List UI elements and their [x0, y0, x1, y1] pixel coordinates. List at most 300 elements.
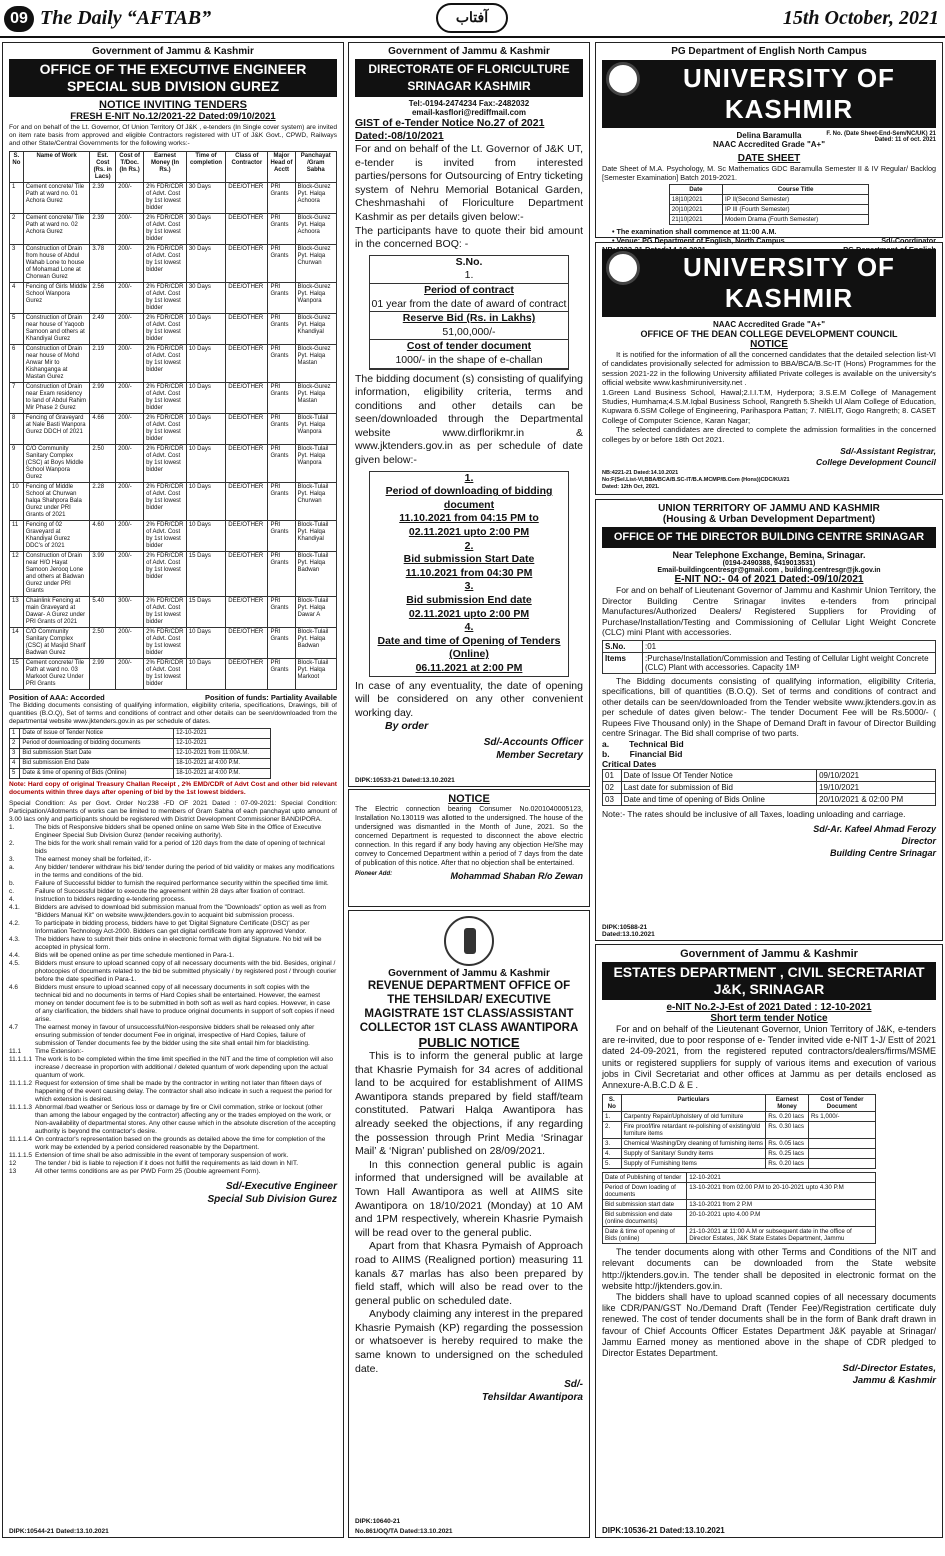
college-list: 1.Green Land Business School, Hawal;2.I.I.T.M, Hyderpora; 3.S.E.M College of Management Studies, Humhama;4.S.M.Iqbal Business School, Rangreth 5.Sheikh Ul Alam College of Education, Kupwara 6.SSM College of Engineering, Parihaspora Pattan; 7. NIELIT, Gogo Rangreth; 8. CASET College of Computer Science, Karan Nagar; [602, 387, 936, 425]
table-cell: Rs 1,000/- [808, 1112, 875, 1122]
table-cell: 3.99 [90, 551, 116, 596]
bidding-text: The Bidding documents consisting of qualifying information, eligibility criteria, specifications, Drawings, bill of quantities (B.O.Q), Set of terms and conditions of contract and other details can be seen/downloaded from the departmental website www.jktenders.gov.in as per schedule of dates. [9, 701, 337, 726]
items-label: Items [603, 652, 643, 673]
list-text: Bidders must ensure to upload scanned copy of all necessary documents with the bid. Besides, original / photocopies of documents related to the bid be submitted physically / by registered post / through courier before the date specified in Para-1. [35, 960, 337, 984]
date-line: 2. [464, 539, 474, 552]
table-cell: 2% FDR/CDR of Advt. Cost by 1st lowest bidder [144, 313, 187, 344]
table-cell: 2% FDR/CDR of Advt. Cost by 1st lowest bidder [144, 482, 187, 520]
schedule-table [9, 728, 271, 779]
list-text: Time Extension:- [35, 1048, 84, 1056]
table-cell: Carpentry Repair/Upholstery of old furniture [621, 1112, 766, 1122]
para-1: It is notified for the information of all the concerned candidates that the detailed selection list-VI of candidates provisionally selected for admission to BBA/BCA/B.Sc-IT (Hons) Programmes for the session 2021-22 in the following University affiliated Private colleges is available on the university's official website www.kashmiruniversity.net . [602, 350, 936, 388]
bidding-text: The bidding document (s) consisting of qualifying information, eligibility criteria, terms and conditions and other details can be seen/downloaded through the Departmental website www.dirflorikmr.in & www.jktenders.gov.in as per schedule of date given below:- [355, 372, 583, 467]
table-cell: Rs. 0.25 lacs [766, 1149, 809, 1159]
table-cell: 10 [10, 482, 24, 520]
date-line: 02.11.2021 upto 2:00 PM [408, 526, 530, 539]
notice-heading: PUBLIC NOTICE [418, 1035, 520, 1050]
table-row [603, 1173, 876, 1183]
table-cell: Period of downloading of bidding documents [20, 739, 174, 749]
table-cell: 5 [10, 769, 20, 779]
list-text: The tender / bid is liable to rejection if it does not fulfill the requirements as laid down in NIT. [35, 1160, 299, 1168]
table-row [603, 1210, 876, 1227]
table-cell: 4. [603, 1149, 622, 1159]
dipk-number: DIPK:10536-21 Dated:13.10.2021 [602, 1526, 725, 1535]
table-cell: 20-10-2021 upto 4.00 P.M [687, 1210, 876, 1227]
special-condition: Special Condition: As per Govt. Order No:238 -FD OF 2021 Dated : 07-09-2021: Special Condition: Participation/Allotments of works can be limited to members of Gram Sabha of each panchayat upto amount of 3.00 lacs only and participants should be registered with District Development Commissioner BANDIPORA. [9, 799, 337, 824]
table-cell: 30 Days [186, 282, 225, 313]
conditions-list [9, 824, 337, 1176]
table-row [603, 781, 936, 793]
table-header: Earnest Money [766, 1095, 809, 1112]
table-row [10, 344, 337, 382]
table-cell: 2.99 [90, 658, 116, 689]
para-3: The bidders shall have to upload scanned copies of all necessary documents like CDR/PAN/GST No./Demand Draft (Tender Fee)/Registration certificate duly renewed. The cost of tender documents shall be in the form of Bank draft drawn in favour of Chief Accounts Officer Estates Department J&K payable at Srinagar/ Jammu Earned money as mentioned above in the shape of CDR pledged to Director Estates Department. [602, 1292, 936, 1359]
signatory-title: Sd/-Accounts Officer [483, 737, 583, 749]
table-cell: 200/- [116, 413, 144, 444]
aaa-position: Position of AAA: Accorded [9, 692, 105, 702]
list-number: 1. [9, 824, 15, 832]
dipk-number: DIPK:10544-21 Dated:13.10.2021 [9, 1528, 109, 1535]
table-cell: 15 Days [186, 551, 225, 596]
para-2: The Bidding documents consisting of qualifying information, eligibility Criteria, specifications, bill of quantities (B.O.Q). Set of terms and conditions of contract and other details can be seen/downloaded from the Tender website www.jktenders.gov.in as per schedule of dates given below:- The tender Document Fee will be Rs.5000/- ( Rupees Five Thousand only) in the Shape of Demand Draft in favour of Director Building centre Srinagar. The Bid shall comprise of two parts. [602, 675, 936, 738]
list-number: 4.6 [9, 984, 19, 992]
boq-line: 51,00,000/- [370, 326, 568, 341]
schedule-table [602, 1172, 876, 1244]
order-number: No.861/OQ/TA Dated:13.10.2021 [355, 1528, 453, 1535]
table-row [10, 658, 337, 689]
table-cell: PRI Grants [268, 344, 295, 382]
para-1: For and on behalf of the Lieutenant Governor, Union Territory of J&K, e-tenders are re-invited, due to poor response of e- Tender invited vide e-NIT 1-J/ Estt of 2021 dated 24-09-2021, from the registered reputed contractors/dealers/firms/MSME units or registered suppliers for supply of various items and execution of various jobs in Civil Secretariat and other offices at Jammu as per details enclosed as Annexure-A.B.C.D & E . [602, 1024, 936, 1091]
financial-bid: Financial Bid [629, 748, 683, 759]
table-cell: Modern Drama (Fourth Semester) [723, 215, 869, 225]
short-term-heading: Short term tender Notice [710, 1013, 828, 1024]
table-header: Cost of T/Doc. (In Rs.) [116, 151, 144, 182]
list-number: 4.5. [9, 960, 20, 968]
table-cell: 4 [10, 759, 20, 769]
table-cell: Bid submission start date [603, 1200, 687, 1210]
table-cell: PRI Grants [268, 244, 295, 282]
table-cell: Block-Tulail Pyt. Halqa Dawar A [295, 596, 336, 627]
date-line: 1. [464, 471, 474, 484]
list-item [9, 1104, 337, 1136]
list-item [9, 920, 337, 936]
address: Near Telephone Exchange, Bemina, Srinagar. [672, 550, 866, 560]
list-number: 11.1.1.3 [9, 1104, 33, 1112]
table-cell: Block-Gurez Pyt. Halqa Khandiyal [295, 313, 336, 344]
table-cell: 2% FDR/CDR of Advt. Cost by 1st lowest bidder [144, 282, 187, 313]
table-cell: Construction of Drain near Exam residency to land of Abdul Rahim Mir Phase 2 Gurez [23, 382, 90, 413]
department: PG Department of English North Campus [671, 46, 867, 57]
table-row [10, 551, 337, 596]
table-cell: 12 [10, 551, 24, 596]
list-item [9, 824, 337, 840]
signatory [9, 1180, 337, 1206]
boq-line: Period of contract [424, 283, 514, 296]
table-cell: 4 [10, 282, 24, 313]
list-number: 4.7 [9, 1024, 19, 1032]
table-cell: 10 Days [186, 382, 225, 413]
table-cell: DEE/OTHER [226, 627, 268, 658]
office-title: OFFICE OF THE EXECUTIVE ENGINEER SPECIAL SUB DIVISION GUREZ [9, 59, 337, 97]
table-cell: 200/- [116, 444, 144, 482]
table-header: Name of Work [23, 151, 90, 182]
works-table [9, 151, 337, 690]
list-number: 3. [9, 856, 15, 864]
table-cell: 30 Days [186, 213, 225, 244]
table-cell: Fencing of 02 Graveyard at Khandiyal Gurez DDC's of 2021 [23, 520, 90, 551]
signatory-title: Sd/-Ar. Kafeel Ahmad Ferozy [813, 824, 936, 834]
table-cell: 01 [603, 769, 622, 781]
table-cell [808, 1139, 875, 1149]
table-cell: DEE/OTHER [226, 413, 268, 444]
nb-number: NB:4221-21 Dated:14.10.2021 [602, 470, 679, 476]
table-cell: 200/- [116, 282, 144, 313]
table-cell: 19/10/2021 [817, 781, 936, 793]
table-cell: DEE/OTHER [226, 444, 268, 482]
eventuality-text: In case of any eventuality, the date of opening will be considered on any other convenient working day. [355, 679, 583, 719]
boq-line: 1000/- in the shape of e-challan [370, 354, 568, 369]
signatory-office: Special Sub Division Gurez [207, 1194, 337, 1206]
list-item [9, 1048, 337, 1056]
para-1: This is to inform the general public at large that Khasrie Pymaish for 34 acres of additional land to be acquired for establishment of AIIMS Awantipora stands prepared by field staff/team constituted. Patwari Halqa Awantipora has already seeked the objections, if any regarding the possession through Print Media ‘Srinagar Mail’ & ‘Nigran’ published on 28/09/2021. [355, 1050, 583, 1158]
list-text: The bidders have to submit their bids online in electronic format with digital Signature. No bid will be accepted in physical form. [35, 936, 322, 952]
list-item [9, 936, 337, 952]
date-line: 3. [464, 580, 474, 593]
dipk-number: DIPK:10640-21 [355, 1518, 401, 1525]
list-text: Failure of Successful bidder to execute the agreement within 28 days after fixation of contract. [35, 888, 305, 896]
list-item [9, 1136, 337, 1152]
table-cell: 1. [603, 1112, 622, 1122]
signatory [355, 736, 583, 762]
table-cell: 2% FDR/CDR of Advt. Cost by 1st lowest bidder [144, 627, 187, 658]
table-cell: C/O Community Sanitary Complex (CSC) at Boys Middle School Wanpora Gurez [23, 444, 90, 482]
signatory-office: Building Centre Srinagar [829, 848, 936, 858]
table-cell: 10 Days [186, 444, 225, 482]
table-cell: PRI Grants [268, 596, 295, 627]
table-cell: 02 [603, 781, 622, 793]
nit-number: E-NIT NO:- 04 of 2021 Dated:-09/10/2021 [674, 574, 864, 585]
table-cell: 10 Days [186, 627, 225, 658]
tender-ad-gurez [2, 42, 344, 1538]
table-row [603, 1139, 876, 1149]
list-text: The bids of Responsive bidders shall be opened online on same Web Site in the Office of Executive Engineer Special Sub Division Gurez (tender receiving authority). [35, 824, 322, 840]
table-row [603, 769, 936, 781]
table-cell: 20/10/2021 & 02:00 PM [817, 793, 936, 805]
list-text: Instruction to bidders regarding e-tendering process. [35, 896, 186, 904]
tender-ad-floriculture [348, 42, 590, 787]
table-cell [808, 1149, 875, 1159]
table-cell: Block-Gurez Pyt. Halqa Wanpora [295, 282, 336, 313]
table-cell: Fencing of Graveyard at Nale Basti Wanpora Gurez DDCH of 2021 [23, 413, 90, 444]
table-row [10, 739, 271, 749]
table-row [603, 1149, 876, 1159]
table-cell: Date of Publishing of tender [603, 1173, 687, 1183]
table-cell: 2% FDR/CDR of Advt. Cost by 1st lowest bidder [144, 344, 187, 382]
table-header: Panchayat /Gram Sabha [295, 151, 336, 182]
signatory [355, 1378, 583, 1404]
table-header: Time of completion [186, 151, 225, 182]
list-item [9, 856, 337, 864]
table-cell: PRI Grants [268, 382, 295, 413]
table-cell: Block-Tulail Pyt. Halqa Markoot [295, 658, 336, 689]
list-number: 2. [9, 840, 15, 848]
table-cell: 13-10-2021 from 2 P.M [687, 1200, 876, 1210]
table-header: Date [669, 185, 722, 195]
by-order: By order [385, 720, 429, 733]
table-cell: 1 [10, 729, 20, 739]
table-cell: 4.66 [90, 413, 116, 444]
notice-name: Mohammad Shaban R/o Zewan [450, 871, 583, 881]
table-cell: Supply of Sanitary/ Sundry items [621, 1149, 766, 1159]
list-text: Request for extension of time shall be made by the contractor in writing not later than fifteen days of happening of the event causing delay. The contractor shall also indicate in such a request the period for which extension is desired. [35, 1080, 333, 1104]
table-cell: Block-Tulail Pyt. Halqa Churwan [295, 482, 336, 520]
table-cell: 2% FDR/CDR of Advt. Cost by 1st lowest bidder [144, 551, 187, 596]
signatory-office: Member Secretary [496, 750, 583, 762]
university-name: UNIVERSITY OF KASHMIR [683, 63, 895, 124]
table-cell: 20|10|2021 [669, 205, 722, 215]
newspaper-name: The Daily “AFTAB” [40, 7, 212, 29]
table-cell: 10 Days [186, 520, 225, 551]
table-cell: 2% FDR/CDR of Advt. Cost by 1st lowest bidder [144, 182, 187, 213]
table-cell: PRI Grants [268, 213, 295, 244]
table-cell: DEE/OTHER [226, 313, 268, 344]
table-cell: PRI Grants [268, 444, 295, 482]
list-number: 4.3. [9, 936, 20, 944]
date-line: Period of downloading of bidding document [385, 485, 553, 511]
university-name: UNIVERSITY OF KASHMIR [683, 252, 895, 313]
date-line: Date and time of Opening of Tenders (Online) [377, 634, 561, 661]
table-cell: PRI Grants [268, 627, 295, 658]
signatory-title: Sd/- [564, 1379, 583, 1391]
office-title: OFFICE OF THE DEAN COLLEGE DEVELOPMENT COUNCIL [640, 329, 898, 339]
file-number: No:F(Sel.List-VI,BBA/BCA/B.SC-IT/B.A.MCMP/B.Com (Hons))CDC/KU/21 [602, 477, 790, 483]
table-row [10, 382, 337, 413]
table-cell: 2.50 [90, 444, 116, 482]
department: (Housing & Urban Development Department) [662, 514, 876, 525]
list-text: Abnormal /bad weather or Serious loss or damage by fire or Civil commation, strike or lockout (other than among the labour engaged by the contractor) affecting any or the trades employed on the work, or Non-availability of departmental stores. Any other cause which in the absolute discretion of the accepting authority is beyond the contractor's desire. [35, 1104, 336, 1136]
items-value: :Purchase/Installation/Commission and Testing of Cellular Light weight Concrete (CLC) Plant with accessories. Capacity 1M³ [643, 652, 936, 673]
table-cell: 18-10-2021 at 4:00 P.M. [174, 769, 271, 779]
table-cell: PRI Grants [268, 413, 295, 444]
ut-line: UNION TERRITORY OF JAMMU AND KASHMIR [658, 503, 880, 514]
dipk-number: DIPK:10588-21 Dated:13.10.2021 [602, 924, 655, 938]
boq-line: 1. [370, 269, 568, 284]
list-number: 11.1.1.4 [9, 1136, 33, 1144]
table-header: Cost of Tender Document [808, 1095, 875, 1112]
list-text: The bids for the work shall remain valid for a period of 120 days from the date of opening of technical bids [35, 840, 325, 856]
table-cell: PRI Grants [268, 182, 295, 213]
email: email-kasflori@rediffmail.com [411, 108, 527, 117]
boq-line: Cost of tender document [406, 340, 532, 353]
table-row [10, 413, 337, 444]
list-text: All other terms conditions are as per PWD Form 25 (Double agreement Form). [35, 1168, 261, 1176]
list-number: 11.1 [9, 1048, 22, 1056]
table-cell: Cement concrete/ Tile Path at ward no. 03 Markoot Gurez Under PRI Grants [23, 658, 90, 689]
table-row [603, 1112, 876, 1122]
table-cell: Block-Tulail Pyt. Halqa Khandiyal [295, 520, 336, 551]
notice-heading: NOTICE INVITING TENDERS [99, 99, 247, 111]
table-row [10, 482, 337, 520]
signatory-title: Sd/-Executive Engineer [225, 1181, 337, 1193]
notice-heading: NOTICE [750, 339, 788, 350]
table-cell: Construction of Drain near house of Mohd Anwar Mir to Kishanganga at Mastan Gurez [23, 344, 90, 382]
signatory [602, 446, 936, 468]
notice-text: The Electric connection bearing Consumer No.0201040005123, Installation No.130119 was allotted to the undersigned. The house of the undersigned was dismantled in the Month of June, 2021. So the concerned Department is requested to disconnect the above electric connection. In this regard if any body having any objection He/She may convey to Concerned Department within a period of 7 days from the date of publication of this notice. After that no objection shall be entertained. [355, 806, 583, 867]
list-item [9, 1024, 337, 1048]
list-text: Bids will be opened online as per time schedule mentioned in Para-1. [35, 952, 235, 960]
naac-grade: NAAC Accredited Grade "A+" [713, 320, 825, 329]
table-cell: IP II(Second Semester) [723, 195, 869, 205]
university-title [602, 249, 936, 317]
table-cell: 2% FDR/CDR of Advt. Cost by 1st lowest bidder [144, 244, 187, 282]
list-item [9, 896, 337, 904]
list-number: 4.2. [9, 920, 20, 928]
intro-text: For and on behalf of the Lt. Governor of J&K UT, e-tender is invited from interested parties/persons for Outsourcing of Entry ticketing system of Nehru Memorial Botanical Garden, Cheshmashahi of Floriculture Department Kashmir as per details given below:- [355, 143, 583, 223]
gov-line: Government of Jammu & Kashmir [680, 948, 858, 960]
date-line: Bid submission Start Date [403, 553, 535, 566]
list-number: 4. [9, 896, 15, 904]
email: Email-buildingcentresgr@gmail.com , building.centresgr@jk.gov.in [657, 567, 881, 574]
table-cell: Construction of Drain from house of Abdul Wahab Lone to house of Mohamad Lone at Chorwan Gurez [23, 244, 90, 282]
public-notice-awantipora [348, 910, 590, 1538]
list-item [9, 984, 337, 1024]
table-cell: IP III (Fourth Semester) [723, 205, 869, 215]
phone: (0194-2490388, 9419013531) [722, 560, 816, 567]
venue: • Venue: PG Department of English, North Campus [612, 236, 785, 245]
table-cell: Last date for submission of Bid [621, 781, 817, 793]
list-text: Any bidder/ tenderer withdraw his bid/ tender during the period of bid validity or makes any modifications in the terms and conditions of the bid. [35, 864, 335, 880]
table-row [603, 1227, 876, 1244]
table-cell: 2 [10, 213, 24, 244]
table-cell: 200/- [116, 313, 144, 344]
table-cell: 2.49 [90, 313, 116, 344]
items-table [602, 1094, 876, 1169]
table-cell: 03 [603, 793, 622, 805]
table-cell: PRI Grants [268, 658, 295, 689]
table-cell: Block-Tulail Pyt. Halqa Wanpora [295, 444, 336, 482]
table-cell: Date of Issue Of Tender Notice [621, 769, 817, 781]
signatory-title: Sd/-Director Estates, [842, 1363, 936, 1375]
table-cell: 10 Days [186, 482, 225, 520]
para-3: The selected candidates are directed to complete the admission formalities in the concerned colleges by or before 18th Oct 2021. [602, 425, 936, 444]
tel-fax: Tel:-0194-2474234 Fax:-2482032 [408, 99, 530, 108]
table-cell: DEE/OTHER [226, 282, 268, 313]
date-sheet-table [669, 184, 869, 225]
sno-value: :01 [643, 640, 936, 652]
table-cell: Block-Gurez Pyt. Halqa Churwan [295, 244, 336, 282]
office-title: DIRECTORATE OF FLORICULTURE SRINAGAR KASHMIR [355, 59, 583, 97]
table-cell: 200/- [116, 244, 144, 282]
list-text: The earnest money shall be forfeited, if:- [35, 856, 152, 864]
table-cell: Chemical Washing/Dry cleaning of furnishing items [621, 1139, 766, 1149]
emblem-icon [444, 916, 494, 966]
table-cell: 30 Days [186, 244, 225, 282]
boq-line: S.No. [455, 255, 483, 268]
issue-date: 15th October, 2021 [782, 7, 939, 29]
table-cell: PRI Grants [268, 313, 295, 344]
table-cell: 2% FDR/CDR of Advt. Cost by 1st lowest bidder [144, 658, 187, 689]
list-number: c. [9, 888, 15, 896]
table-cell: DEE/OTHER [226, 596, 268, 627]
university-admission-notice-ad [595, 242, 943, 495]
table-cell: DEE/OTHER [226, 244, 268, 282]
table-cell: 18|10|2021 [669, 195, 722, 205]
technical-bid: Technical Bid [629, 738, 684, 749]
table-cell: 21-10-2021 at 11:00 A.M or subsequent date in the office of Director Estates, J&K State Estates Department, Jammu [687, 1227, 876, 1244]
list-item [9, 888, 337, 896]
list-item [9, 1056, 337, 1080]
table-cell: 10 Days [186, 413, 225, 444]
table-cell: Block-Gurez Pyt. Halqa Achoora [295, 213, 336, 244]
dates-box [369, 471, 569, 677]
signatory-title: Sd/-Coordinator [881, 236, 936, 245]
table-cell: 10 Days [186, 658, 225, 689]
pioneer-add: Pioneer Add: [355, 871, 393, 877]
table-row [669, 205, 868, 215]
table-cell: 5. [603, 1159, 622, 1169]
table-cell: 200/- [116, 520, 144, 551]
table-cell: 10 Days [186, 313, 225, 344]
signatory-designation: Director [901, 836, 936, 846]
list-number: 11.1.1.2 [9, 1080, 33, 1088]
table-header: Est. Cost (Rs. in Lacs) [90, 151, 116, 182]
table-cell: 8 [10, 413, 24, 444]
list-number: 13 [9, 1168, 17, 1176]
gist-number: GIST of e-Tender Notice No.27 of 2021 Dated:-08/10/2021 [355, 117, 545, 142]
table-row [10, 596, 337, 627]
boq-line: Reserve Bid (Rs. in Lakhs) [402, 312, 536, 325]
list-text: On contractor's representation based on the grounds as detailed above the time for completion of the work may be extended by a period considered reasonable by the Department. [35, 1136, 326, 1152]
bid-a-label: a. [602, 738, 610, 749]
table-row [10, 749, 271, 759]
table-cell: 18-10-2021 at 4:00 P.M. [174, 759, 271, 769]
signatory-office: Tehsildar Awantipora [482, 1392, 583, 1404]
table-cell: 12-10-2021 [174, 739, 271, 749]
table-cell: 9 [10, 444, 24, 482]
table-cell: 2.99 [90, 382, 116, 413]
table-cell: 300/- [116, 596, 144, 627]
table-row [10, 729, 271, 739]
table-cell: Date and time of opening of Bids Online [621, 793, 817, 805]
table-cell [808, 1122, 875, 1139]
table-cell: 2.39 [90, 182, 116, 213]
list-item [9, 952, 337, 960]
table-cell: Date & time of opening of Bids (online) [603, 1227, 687, 1244]
location: Delina Baramulla [736, 131, 802, 140]
table-cell: 5.40 [90, 596, 116, 627]
table-cell: DEE/OTHER [226, 213, 268, 244]
table-cell: 200/- [116, 382, 144, 413]
table-cell: 1 [10, 182, 24, 213]
table-row [603, 1200, 876, 1210]
naac-grade: NAAC Accredited Grade "A+" [713, 140, 825, 149]
table-cell: 2.50 [90, 627, 116, 658]
table-cell: DEE/OTHER [226, 520, 268, 551]
rates-note: Note:- The rates should be inclusive of all Taxes, loading unloading and carriage. [602, 808, 906, 819]
table-header: Major Head of Acctt [268, 151, 295, 182]
table-cell: C/O Community Sanitary Complex (CSC) at Masjid Sharif Badwan Gurez [23, 627, 90, 658]
table-cell: Rs. 0.20 lacs [766, 1112, 809, 1122]
boq-text: The participants have to quote their bid amount in the concerned BOQ: - [355, 224, 583, 251]
nit-number: e-NIT No.2-J-Est of 2021 Dated : 12-10-2021 [666, 1002, 872, 1013]
table-cell: Rs. 0.30 lacs [766, 1122, 809, 1139]
list-text: Extension of time shall be also admissible in the event of temporary suspension of work. [35, 1152, 289, 1160]
table-cell: 10 Days [186, 344, 225, 382]
list-item [9, 840, 337, 856]
boq-box [369, 255, 569, 370]
table-cell: 2% FDR/CDR of Advt. Cost by 1st lowest bidder [144, 596, 187, 627]
exam-time-text: The examination shall commence at 11:00 A.M. [616, 227, 777, 236]
